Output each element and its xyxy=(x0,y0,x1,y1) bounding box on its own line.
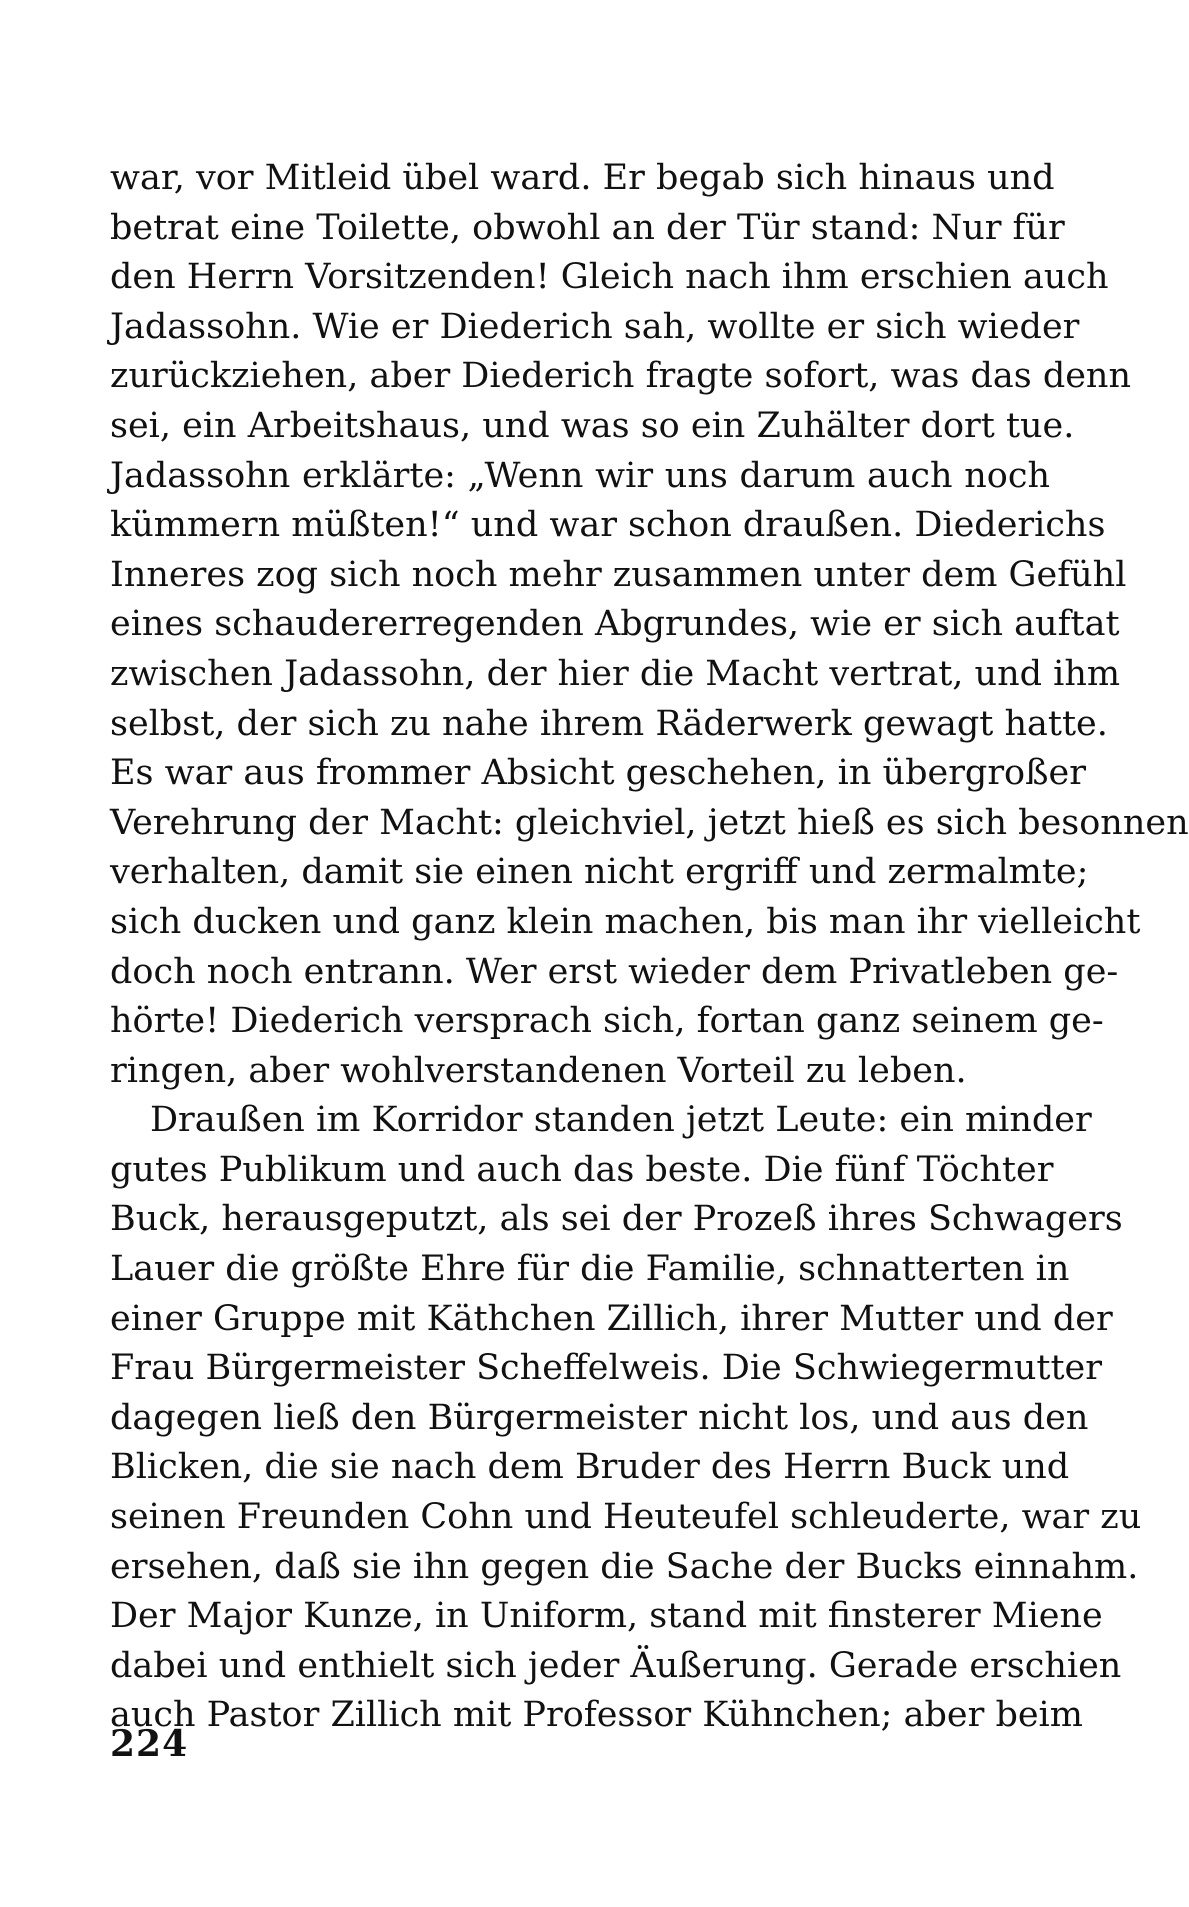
text-line: zurückziehen, aber Diederich fragte sofort, was das denn xyxy=(110,356,1132,397)
text-line: betrat eine Toilette, obwohl an der Tür stand: Nur für xyxy=(110,207,1065,248)
text-line: gutes Publikum und auch das beste. Die fünf Töchter xyxy=(110,1149,1054,1190)
text-line: Jadassohn erklärte: „Wenn wir uns darum auch noch xyxy=(110,455,1050,496)
text-line: selbst, der sich zu nahe ihrem Räderwerk gewagt hatte. xyxy=(110,703,1108,744)
body-text xyxy=(110,154,1189,1741)
text-line: Inneres zog sich noch mehr zusammen unter dem Gefühl xyxy=(110,554,1127,595)
text-line: eines schaudererregenden Abgrundes, wie er sich auftat xyxy=(110,604,1120,645)
text-line: dagegen ließ den Bürgermeister nicht los, und aus den xyxy=(110,1397,1089,1438)
text-line: zwischen Jadassohn, der hier die Macht vertrat, und ihm xyxy=(110,653,1121,694)
text-line: dabei und enthielt sich jeder Äußerung. Gerade erschien xyxy=(110,1645,1122,1686)
text-line: Verehrung der Macht: gleichviel, jetzt hieß es sich besonnen xyxy=(110,802,1189,843)
text-line: den Herrn Vorsitzenden! Gleich nach ihm erschien auch xyxy=(110,257,1109,298)
text-line: Lauer die größte Ehre für die Familie, schnatterten in xyxy=(110,1249,1070,1290)
text-line: Der Major Kunze, in Uniform, stand mit finsterer Miene xyxy=(110,1596,1103,1637)
text-line: Frau Bürgermeister Scheffelweis. Die Schwiegermutter xyxy=(110,1348,1102,1389)
text-line: Jadassohn. Wie er Diederich sah, wollte er sich wieder xyxy=(110,306,1080,347)
text-line: sei, ein Arbeitshaus, und was so ein Zuhälter dort tue. xyxy=(110,405,1075,446)
text-line: doch noch entrann. Wer erst wieder dem Privatleben ge- xyxy=(110,951,1119,992)
paragraph-end-line: ringen, aber wohlverstandenen Vorteil zu leben. xyxy=(110,1050,967,1091)
text-line: verhalten, damit sie einen nicht ergriff und zermalmte; xyxy=(110,852,1089,893)
text-line: kümmern müßten!“ und war schon draußen. Diederichs xyxy=(110,505,1106,546)
page-number: 224 xyxy=(110,1723,189,1765)
text-line: Buck, herausgeputzt, als sei der Prozeß ihres Schwagers xyxy=(110,1199,1123,1240)
text-line: Es war aus frommer Absicht geschehen, in übergroßer xyxy=(110,753,1086,794)
text-line: war, vor Mitleid übel ward. Er begab sich hinaus und xyxy=(110,158,1055,198)
text-line: Blicken, die sie nach dem Bruder des Herrn Buck und xyxy=(110,1447,1070,1488)
text-line: hörte! Diederich versprach sich, fortan ganz seinem ge- xyxy=(110,1001,1104,1042)
text-line: seinen Freunden Cohn und Heuteufel schleuderte, war zu xyxy=(110,1497,1142,1538)
paragraph-start-line: Draußen im Korridor standen jetzt Leute: ein minder xyxy=(150,1100,1092,1141)
text-line: einer Gruppe mit Käthchen Zillich, ihrer Mutter und der xyxy=(110,1298,1113,1339)
text-line: auch Pastor Zillich mit Professor Kühnchen; aber beim xyxy=(110,1695,1083,1736)
text-line: sich ducken und ganz klein machen, bis man ihr vielleicht xyxy=(110,901,1141,942)
text-line: ersehen, daß sie ihn gegen die Sache der Bucks einnahm. xyxy=(110,1546,1139,1587)
